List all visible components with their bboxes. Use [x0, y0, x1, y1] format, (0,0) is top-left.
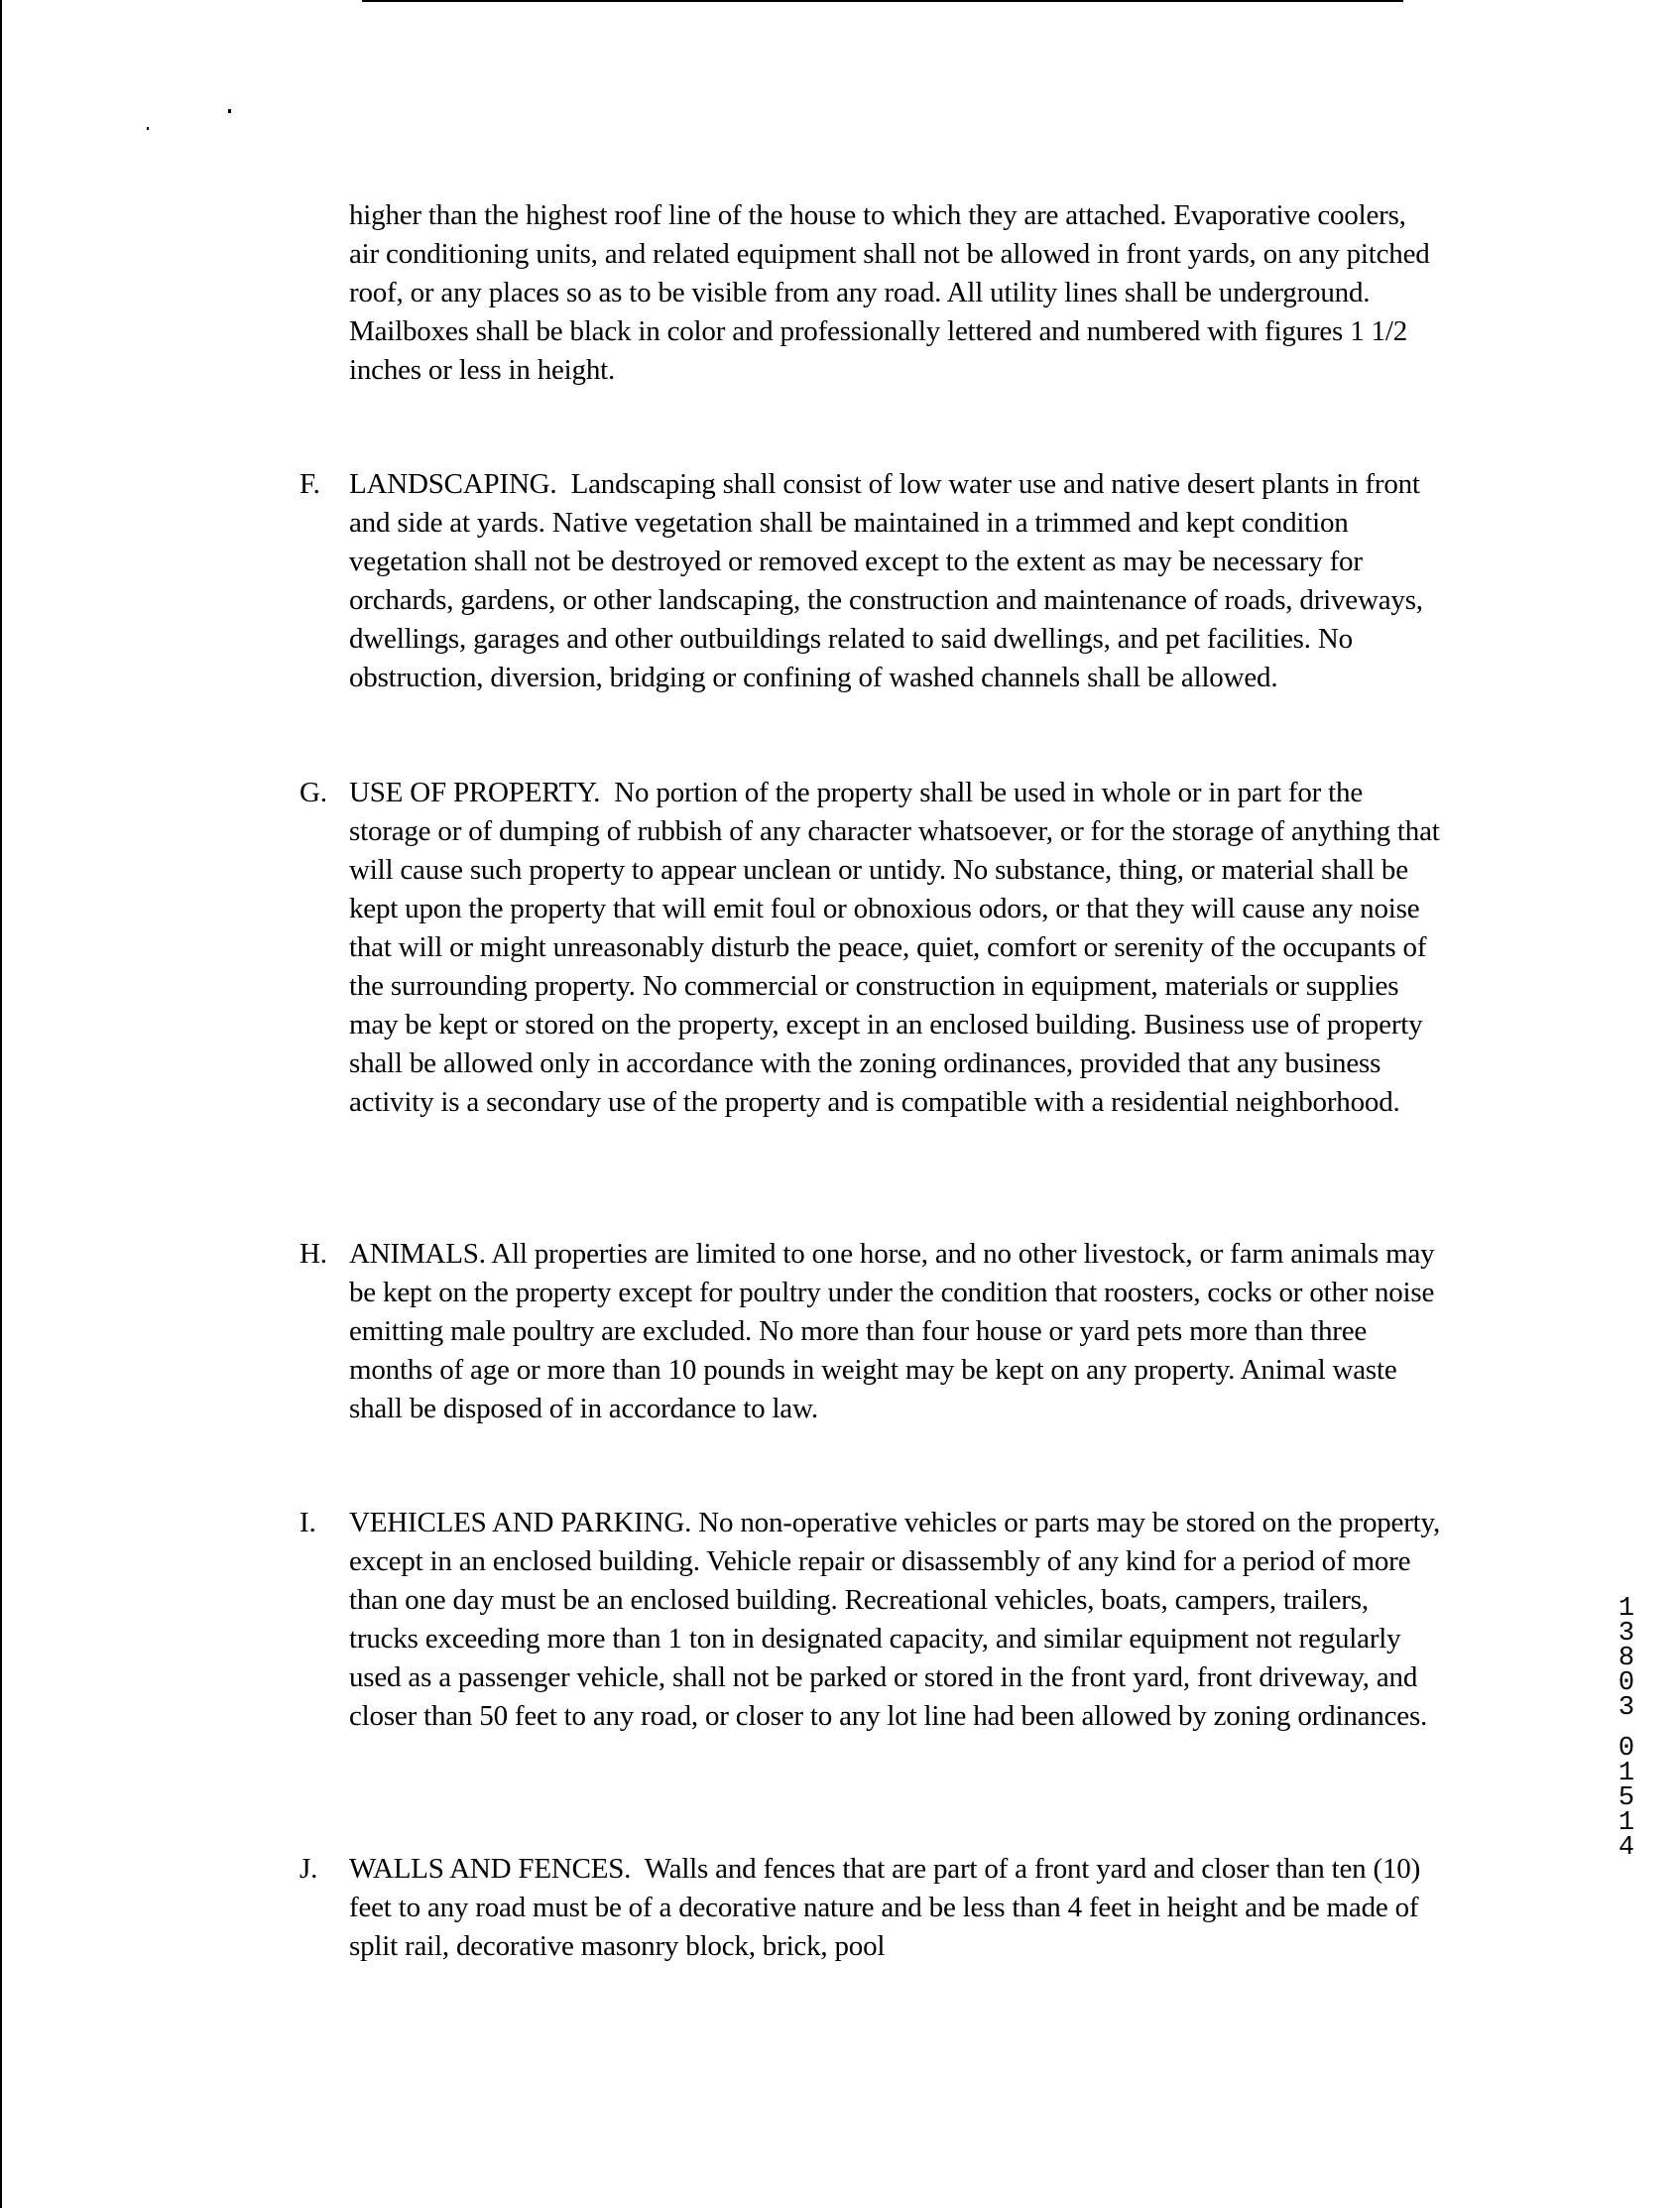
recording-digit: 3	[1618, 1693, 1635, 1723]
recording-digit: 1	[1618, 1594, 1635, 1624]
section-body	[349, 1504, 1440, 1736]
recording-number	[1615, 1594, 1638, 1863]
section-body	[349, 774, 1440, 1122]
recording-digit: 1	[1618, 1808, 1635, 1838]
recording-digit: 0	[1618, 1668, 1635, 1698]
recording-digit: 0	[1618, 1734, 1635, 1764]
scan-speck	[147, 127, 149, 130]
section-j-walls-and-fences	[300, 1850, 1440, 1966]
section-letter: H.	[300, 1238, 327, 1270]
recording-digit: 8	[1618, 1644, 1635, 1673]
recording-digit: 4	[1618, 1833, 1635, 1863]
section-i-vehicles-and-parking	[300, 1504, 1440, 1736]
section-heading: WALLS AND FENCES.	[349, 1853, 632, 1885]
section-letter: I.	[300, 1507, 316, 1538]
section-letter: J.	[300, 1853, 318, 1885]
section-text: All properties are limited to one horse, and no other livestock, or farm animals may be kept on the property except for poultry under the condition that roosters, cocks or other noise emitting male poultry are excluded. No more than four house or yard pets more than three months of age or more than 10 pounds in weight may be kept on any property. Animal waste shall be disposed of in accordance to law.	[349, 1238, 1435, 1424]
section-text: No non-operative vehicles or parts may be stored on the property, except in an enclosed building. Vehicle repair or disassembly of any kind for a period of more than one day must be an enclosed building. Recreational vehicles, boats, campers, trailers, trucks exceeding more than 1 ton in designated capacity, and similar equipment not regularly used as a passenger vehicle, shall not be parked or stored in the front yard, front driveway, and closer than 50 feet to any road, or closer to any lot line had been allowed by zoning ordinances.	[349, 1507, 1440, 1732]
continued-paragraph: higher than the highest roof line of the house to which they are attached. Evaporative coolers, air conditioning units, and related equipment shall not be allowed in front yards, on any pitched roof, or any places so as to be visible from any road. All utility lines shall be underground. Mailboxes shall be black in color and professionally lettered and numbered with figures 1 1/2 inches or less in height.	[349, 199, 1430, 386]
scan-speck	[228, 109, 231, 113]
section-heading: ANIMALS.	[349, 1238, 486, 1270]
section-letter: G.	[300, 777, 327, 808]
section-body	[349, 1850, 1440, 1966]
section-heading: LANDSCAPING.	[349, 468, 557, 500]
recording-digit: 5	[1618, 1783, 1635, 1813]
recording-digit: 1	[1618, 1759, 1635, 1788]
section-g-use-of-property	[300, 774, 1440, 1122]
section-body	[349, 465, 1440, 697]
section-body	[349, 1235, 1440, 1428]
section-text: No portion of the property shall be used in whole or in part for the storage or of dumping of rubbish of any character whatsoever, or for the storage of anything that will cause such property to appear unclean or untidy. No substance, thing, or material shall be kept upon the property that will emit foul or obnoxious odors, or that they will cause any noise that will or might unreasonably disturb the peace, quiet, comfort or serenity of the occupants of the surrounding property. No commercial or construction in equipment, materials or supplies may be kept or stored on the property, except in an enclosed building. Business use of property shall be allowed only in accordance with the zoning ordinances, provided that any business activity is a secondary use of the property and is compatible with a residential neighborhood.	[349, 777, 1440, 1118]
section-heading: VEHICLES AND PARKING.	[349, 1507, 692, 1538]
section-text: Landscaping shall consist of low water use and native desert plants in front and side at yards. Native vegetation shall be maintained in a trimmed and kept condition vegetation shall not be destroyed or removed except to the extent as may be necessary for orchards, gardens, or other landscaping, the construction and maintenance of roads, driveways, dwellings, garages and other outbuildings related to said dwellings, and pet facilities. No obstruction, diversion, bridging or confining of washed channels shall be allowed.	[349, 468, 1423, 693]
page-left-edge	[0, 0, 2, 2208]
section-text: Walls and fences that are part of a front yard and closer than ten (10) feet to any road must be of a decorative nature and be less than 4 feet in height and be made of split rail, decorative masonry block, brick, pool	[349, 1853, 1421, 1962]
section-letter: F.	[300, 468, 320, 500]
recording-digit: 3	[1618, 1619, 1635, 1649]
section-heading: USE OF PROPERTY.	[349, 777, 601, 808]
section-h-animals	[300, 1235, 1440, 1428]
page-top-rule	[362, 0, 1403, 2]
section-f-landscaping	[300, 465, 1440, 697]
